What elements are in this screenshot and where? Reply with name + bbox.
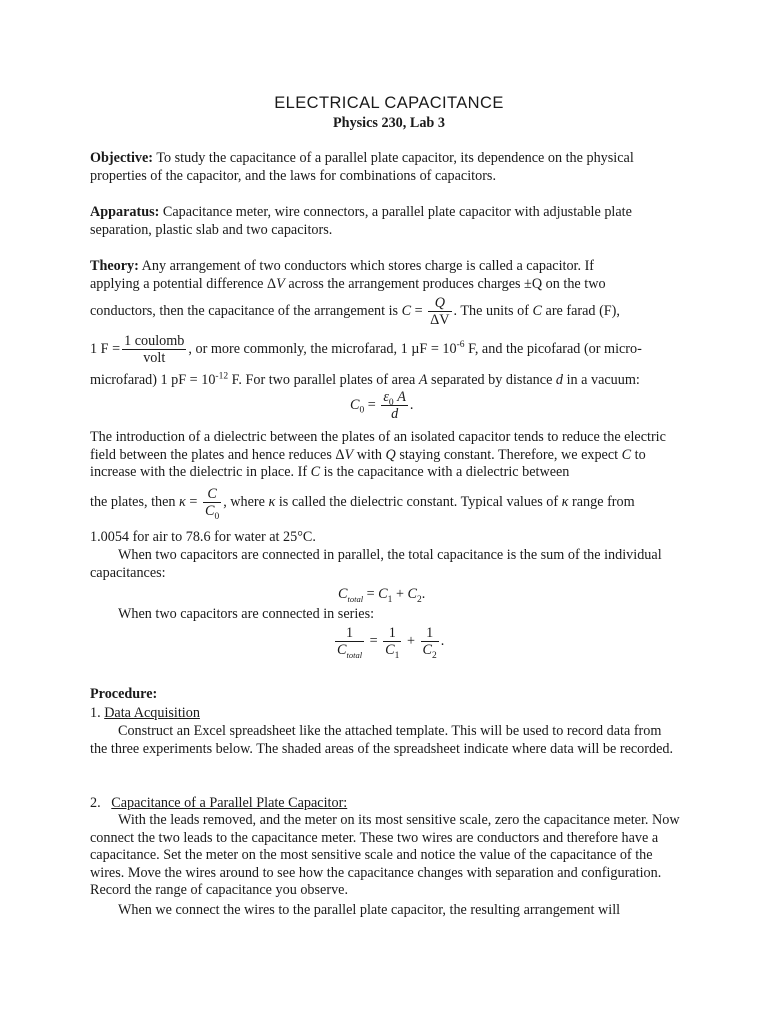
apparatus-text: Capacitance meter, wire connectors, a parallel plate capacitor with adjustable plate separation, plastic slab and two capacitors. [90, 204, 632, 238]
procedure-step-2-text-cont: When we connect the wires to the parallel plate capacitor, the resulting arrangement will [118, 902, 621, 918]
objective-label: Objective: [90, 150, 154, 166]
dielectric-values-line: 1.0054 for air to 78.6 for water at 25°C. [90, 529, 316, 545]
kappa-fraction: $\frac{C}{C_0}$ [204, 486, 220, 522]
capacitance-fraction: $\frac{Q}{\Delta V}$ [430, 295, 450, 328]
vacuum-capacitance-equation: $C_0$ = $\frac{\varepsilon_0 A}{d}$ . [350, 389, 414, 422]
theory-line-2: applying a potential difference ΔV across the arrangement produces charges ±Q on the two [90, 276, 606, 292]
dielectric-paragraph: The introduction of a dielectric between the plates of an isolated capacitor tends to reduce the electric field between the plates and hence reduces ΔV with Q staying constant. Therefore, we expect C to increase with the dielectric in place. If C is the capacitance with a dielectric between [90, 429, 666, 481]
objective-text: To study the capacitance of a parallel plate capacitor, its dependence on the physical properties of the capacitor, and the laws for combinations of capacitors. [90, 150, 634, 184]
theory-line-4: 1 F = $\frac{\text{1 coulomb}}{\text{volt}}$ , or more commonly, the microfarad, 1 $\mu F = 10^{-6}$ F, and the picofarad (or micro- [90, 333, 642, 366]
procedure-step-2-text: With the leads removed, and the meter on its most sensitive scale, zero the capacitance meter. Now connect the two leads to the capacitance meter. These two wires are conductors and therefore have a capacitance. Set the meter on the most sensitive scale and notice the value of the capacitance of the wires. Move the wires around to see how the capacitance changes with separation and configuration. Record the range of capacitance you observe. [90, 812, 680, 899]
farad-fraction: $\frac{\text{1 coulomb}}{\text{volt}}$ [124, 333, 185, 366]
procedure-step-1-text: Construct an Excel spreadsheet like the attached template. This will be used to record data from the three experiments below. The shaded areas of the spreadsheet indicate where data will be recorded. [90, 723, 674, 757]
series-equation: $\frac{1}{C_{total}}$ = $\frac{1}{C_1}$ + $\frac{1}{C_2}$ . [337, 625, 445, 661]
parallel-plate-title: Capacitance of a Parallel Plate Capacitor: [111, 795, 348, 811]
procedure-step-1-heading: 1. Data Acquisition [90, 705, 200, 721]
dielectric-constant-line: the plates, then κ = $\frac{C}{C_0}$ , where κ is called the dielectric constant. Typical values of κ range from [90, 486, 635, 522]
parallel-paragraph: When two capacitors are connected in parallel, the total capacitance is the sum of the individual capacitances: [90, 547, 662, 581]
apparatus-paragraph [90, 204, 680, 239]
procedure-heading: Procedure: [90, 686, 158, 702]
document-title: ELECTRICAL CAPACITANCE [274, 94, 504, 112]
objective-paragraph [90, 150, 680, 185]
parallel-equation: $C_{total} = C_1 + C_2$. [338, 586, 426, 605]
theory-label: Theory: [90, 258, 139, 274]
document-subtitle: Physics 230, Lab 3 [333, 115, 445, 131]
procedure-step-2-heading: 2. Capacitance of a Parallel Plate Capacitor: [90, 795, 348, 811]
theory-line-1: Theory: Any arrangement of two conductors which stores charge is called a capacitor. If [90, 258, 595, 274]
theory-line-5: microfarad) 1 pF = $10^{-12}$ F. For two parallel plates of area A separated by distance d in a vacuum: [90, 371, 640, 388]
series-text: When two capacitors are connected in series: [118, 606, 375, 622]
apparatus-label: Apparatus: [90, 204, 160, 220]
data-acquisition-title: Data Acquisition [104, 705, 200, 721]
theory-line-3: conductors, then the capacitance of the arrangement is C = $\frac{Q}{\Delta V}$ . The units of C are farad (F), [90, 295, 620, 328]
